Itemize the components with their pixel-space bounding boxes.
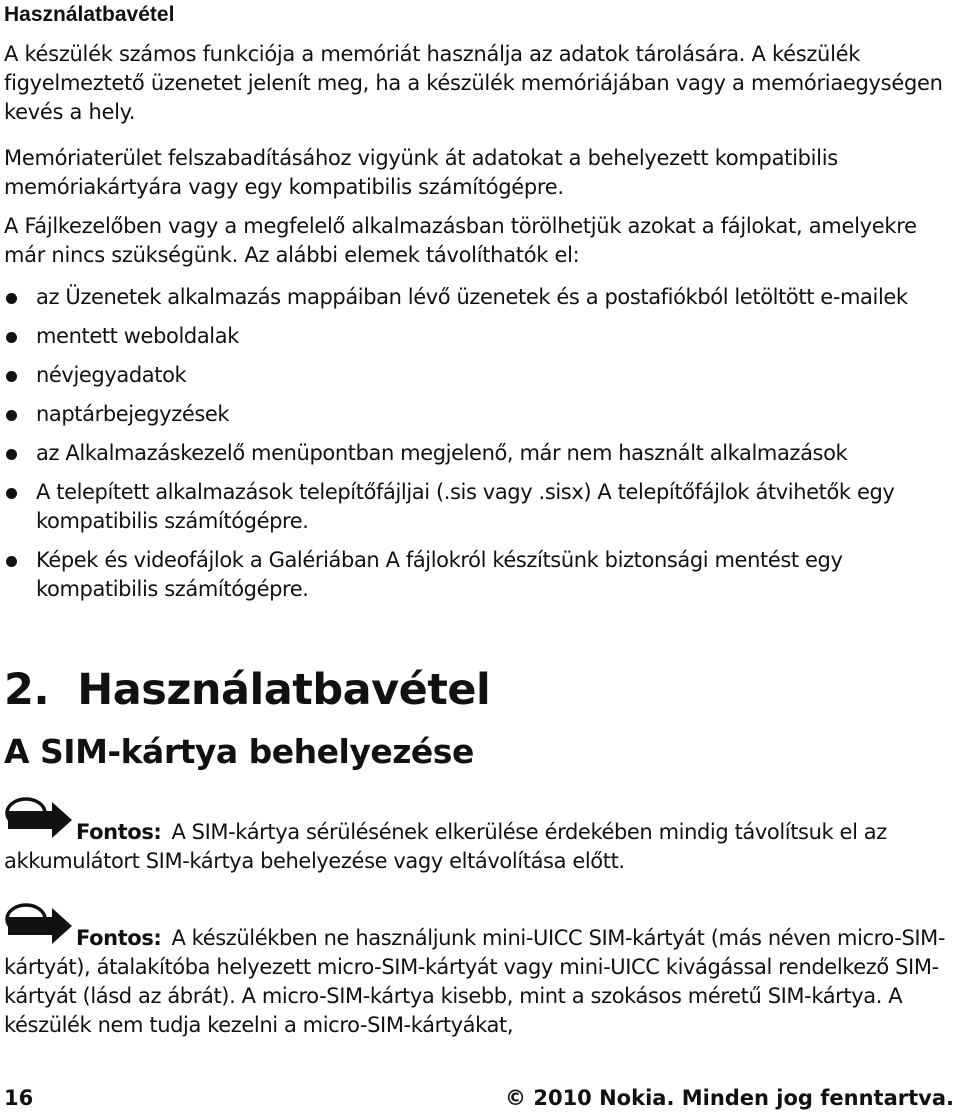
paragraph-memory-usage: A készülék számos funkciója a memóriát használja az adatok tárolására. A készülék figyelmeztető üzenetet jelenít meg, ha a készülék memóriájában vagy a memóriaegységen kevés a hely. [4,42,943,124]
notice-text: A készülékben ne használjunk mini-UICC SIM-kártyát (más néven micro-SIM-kártyát), átalakítóba helyezett micro-SIM-kártyát vagy mini-UICC kivágással rendelkező SIM-kártyát (lásd az ábrát). A micro-SIM-kártya kisebb, mint a szokásos méretű SIM-kártya. A készülék nem tudja kezelni a micro-SIM-kártyákat, [4,926,946,1037]
paragraph-file-manager: A Fájlkezelőben vagy a megfelelő alkalmazásban törölhetjük azokat a fájlokat, amelyekre már nincs szükségünk. Az alábbi elemek távolíthatók el: [4,214,917,267]
notice-arrow-icon [4,900,74,948]
bullet-icon [6,371,17,382]
bullet-icon [6,449,17,460]
list-item [4,361,956,390]
notice-text: A SIM-kártya sérülésének elkerülése érdekében mindig távolítsuk el az akkumulátort SIM-kártya behelyezése vagy eltávolítása előtt. [4,820,887,873]
chapter-heading [4,662,490,718]
removable-items-list [4,283,956,614]
list-item-text: az Alkalmazáskezelő menüpontban megjelenő, már nem használt alkalmazások [36,441,848,465]
list-item-text: A telepített alkalmazások telepítőfájljai (.sis vagy .sisx) A telepítőfájlok átvihetők egy kompatibilis számítógépre. [36,480,895,533]
list-item [4,400,956,429]
bullet-icon [6,293,17,304]
list-item [4,478,956,536]
section-heading: A SIM-kártya behelyezése [4,732,474,771]
list-item-text: Képek és videofájlok a Galériában A fájlokról készítsünk biztonsági mentést egy kompatibilis számítógépre. [36,548,843,601]
list-item-text: naptárbejegyzések [36,402,230,426]
paragraph-free-memory: Memóriaterület felszabadításához vigyünk át adatokat a behelyezett kompatibilis memóriakártyára vagy egy kompatibilis számítógépre. [4,146,838,199]
list-item [4,283,956,312]
chapter-number: 2. [4,665,50,715]
list-item [4,546,956,604]
important-notice-1 [4,794,956,876]
bullet-icon [6,332,17,343]
bullet-icon [6,488,17,499]
notice-label: Fontos: [76,820,162,844]
list-item-text: mentett weboldalak [36,324,239,348]
copyright-notice: © 2010 Nokia. Minden jog fenntartva. [505,1086,954,1110]
page-number: 16 [4,1086,34,1110]
list-item [4,439,956,468]
list-item [4,322,956,351]
important-notice-2 [4,900,956,1040]
chapter-title: Használatbavétel [77,665,491,715]
bullet-icon [6,410,17,421]
bullet-icon [6,556,17,567]
list-item-text: névjegyadatok [36,363,187,387]
running-header: Használatbavétel [4,3,175,26]
notice-arrow-icon [4,794,74,842]
list-item-text: az Üzenetek alkalmazás mappáiban lévő üzenetek és a postafiókból letöltött e-mailek [36,285,908,309]
notice-label: Fontos: [76,926,162,950]
